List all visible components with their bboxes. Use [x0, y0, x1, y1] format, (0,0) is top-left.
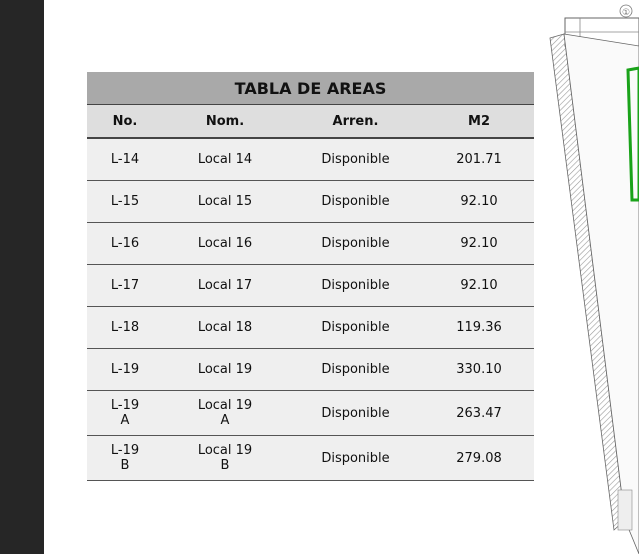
cell-arren: Disponible	[287, 307, 424, 349]
header-arren: Arren.	[287, 105, 424, 139]
cell-arren: Disponible	[287, 181, 424, 223]
cell-no-line2: B	[120, 458, 130, 473]
table-row	[87, 181, 534, 223]
table-row	[87, 436, 534, 481]
table-row	[87, 307, 534, 349]
cell-nom: Local 17	[163, 265, 287, 307]
cell-arren: Disponible	[287, 138, 424, 181]
floor-plan-drawing	[540, 0, 639, 554]
cell-no	[87, 436, 163, 481]
table-row	[87, 349, 534, 391]
cell-arren: Disponible	[287, 349, 424, 391]
plan-bottom-detail	[618, 490, 632, 530]
cell-no: L-18	[87, 307, 163, 349]
cell-arren: Disponible	[287, 436, 424, 481]
table-row	[87, 265, 534, 307]
header-nom: Nom.	[163, 105, 287, 139]
cell-arren: Disponible	[287, 265, 424, 307]
header-m2: M2	[424, 105, 534, 139]
table-row	[87, 391, 534, 436]
plan-outline	[564, 34, 639, 554]
cell-nom	[163, 391, 287, 436]
cell-arren: Disponible	[287, 223, 424, 265]
cell-no: L-15	[87, 181, 163, 223]
cell-m2: 92.10	[424, 265, 534, 307]
cell-no: L-17	[87, 265, 163, 307]
cell-m2: 263.47	[424, 391, 534, 436]
cell-nom-line1: Local 19	[197, 398, 253, 413]
cell-m2: 330.10	[424, 349, 534, 391]
header-no: No.	[87, 105, 163, 139]
cell-nom: Local 15	[163, 181, 287, 223]
cell-nom	[163, 436, 287, 481]
cell-m2: 119.36	[424, 307, 534, 349]
left-dark-bar	[0, 0, 44, 554]
cell-no-line1: L-19	[110, 398, 140, 413]
cell-nom-line2: A	[220, 413, 230, 428]
cell-no: L-19	[87, 349, 163, 391]
cell-nom: Local 19	[163, 349, 287, 391]
cell-no: L-16	[87, 223, 163, 265]
cell-m2: 279.08	[424, 436, 534, 481]
table-title: TABLA DE AREAS	[87, 72, 534, 105]
cell-nom: Local 14	[163, 138, 287, 181]
table-row	[87, 138, 534, 181]
cell-no	[87, 391, 163, 436]
area-table	[87, 72, 534, 481]
cell-nom: Local 16	[163, 223, 287, 265]
cell-arren: Disponible	[287, 391, 424, 436]
plan-marker: ①	[621, 8, 631, 18]
cell-m2: 201.71	[424, 138, 534, 181]
cell-nom-line2: B	[220, 458, 230, 473]
cell-no-line2: A	[120, 413, 130, 428]
cell-no: L-14	[87, 138, 163, 181]
cell-no-line1: L-19	[110, 443, 140, 458]
table-row	[87, 223, 534, 265]
cell-m2: 92.10	[424, 223, 534, 265]
cell-m2: 92.10	[424, 181, 534, 223]
cell-nom-line1: Local 19	[197, 443, 253, 458]
table-title-row	[87, 72, 534, 105]
cell-nom: Local 18	[163, 307, 287, 349]
table-header-row	[87, 105, 534, 139]
